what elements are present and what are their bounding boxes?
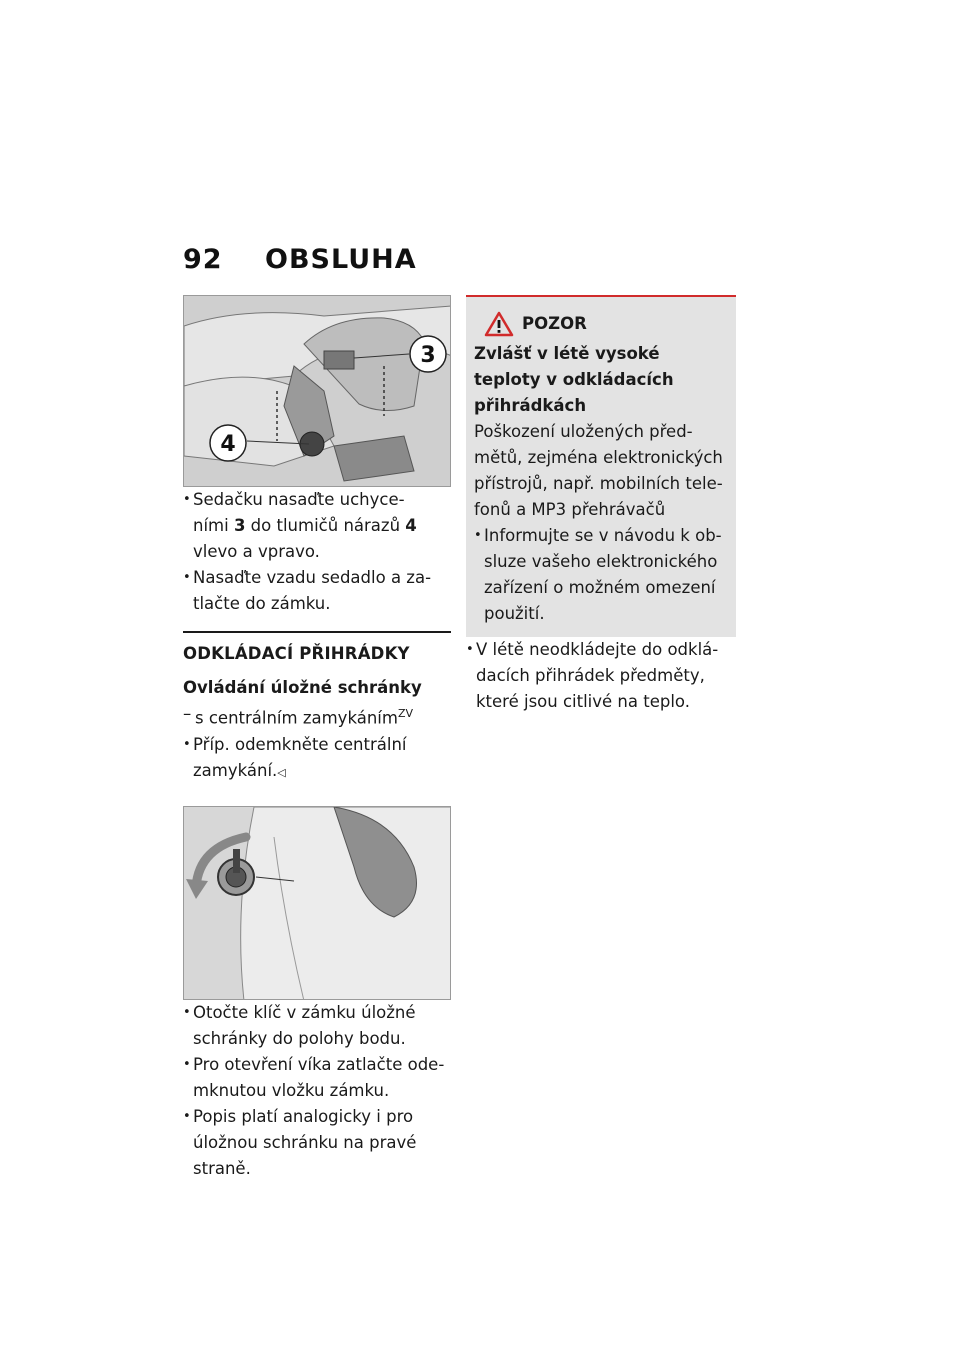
warning-triangle-icon [484,311,514,337]
list-item: • Pro otevření víka zatlačte ode-mknutou vložku zámku. [183,1052,451,1104]
seat-mount-drawing [184,296,451,487]
callout-4-label: 4 [220,432,236,457]
right-column [466,295,736,715]
unlock-steps-list [183,732,451,786]
list-item: • Sedačku nasaďte uchyce- ními 3 do tlumičů nárazů 4 vlevo a vpravo. [183,487,451,565]
left-column [183,295,451,1182]
subsection-title: Ovládání úložné schránky [183,678,422,697]
list-item: • Popis platí analogicky i pro úložnou schránku na pravé straně. [183,1104,451,1182]
warning-body: Poškození uložených před-mětů, zejména elektronických přístrojů, např. mobilních tele-fonů a MP3 přehrávačů [474,422,723,519]
warning-header [484,311,728,337]
warning-list [474,523,728,627]
list-item: • V létě neodkládejte do odklá-dacích přihrádek předměty, které jsou citlivé na teplo. [466,637,736,715]
variant-note: – s centrálním zamykáním$^{ZV}$ [183,701,451,732]
list-item: • Příp. odemkněte centrální zamykání.◁ [183,732,451,786]
warning-title: Zvlášť v létě vysoké teploty v odkládacích přihrádkách [474,344,674,415]
section-title: ODKLÁDACÍ PŘIHRÁDKY [183,631,451,667]
list-item: • Informujte se v návodu k ob-sluze vašeho elektronického zařízení o možném omezení použití. [474,523,728,627]
end-mark-icon: ◁ [277,765,286,779]
warning-label: POZOR [522,314,587,333]
list-item: • Otočte klíč v zámku úložné schránky do polohy bodu. [183,1000,451,1052]
lock-illustration [183,806,451,1000]
page-header [183,244,417,275]
page-number: 92 [183,244,223,275]
open-steps-list [183,1000,451,1182]
callout-3 [410,336,446,372]
callout-4 [210,425,246,461]
heat-advice-list [466,637,736,715]
seat-steps-list [183,487,451,617]
callout-3-label: 3 [420,343,436,368]
warning-box [466,295,736,637]
list-item: • Nasaďte vzadu sedadlo a za- tlačte do zámku. [183,565,451,617]
seat-mount-illustration [183,295,451,487]
page-title: OBSLUHA [265,244,417,275]
lock-drawing [184,807,451,1000]
